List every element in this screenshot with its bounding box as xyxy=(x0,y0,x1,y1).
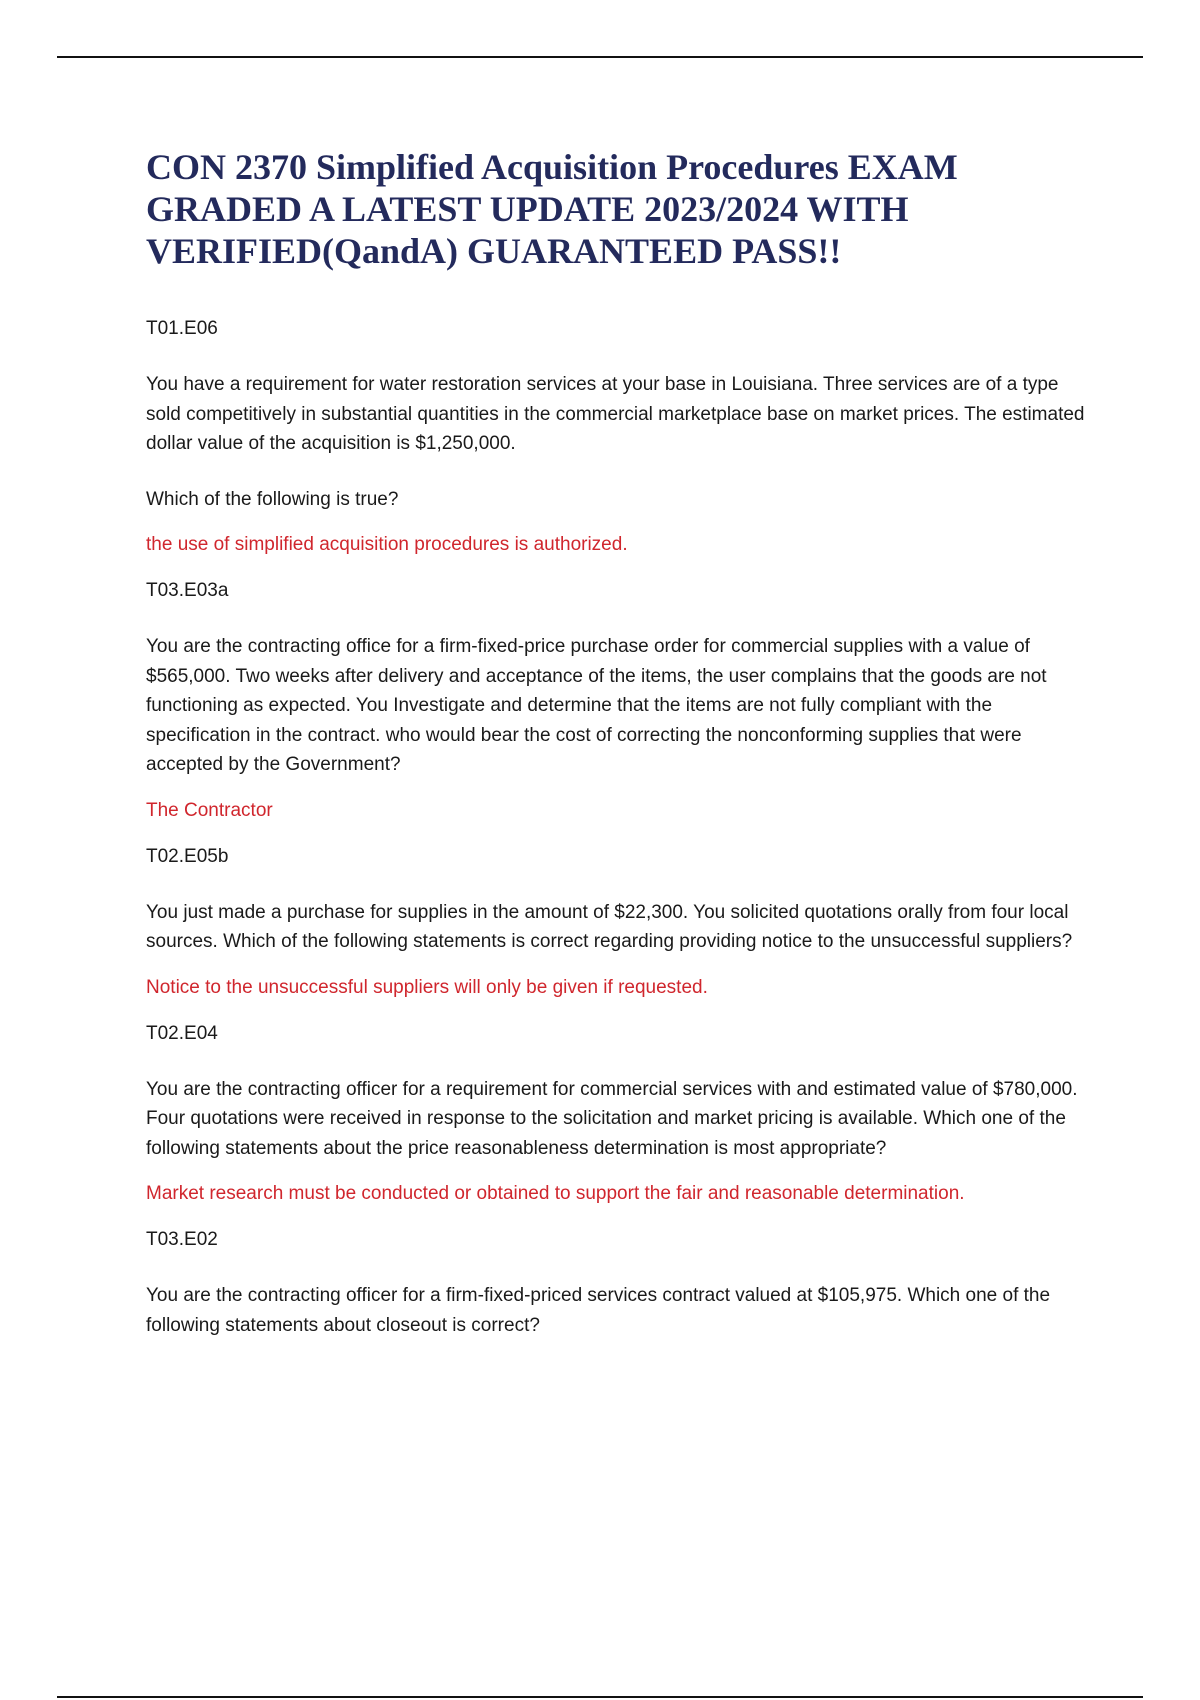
question-id: T03.E03a xyxy=(146,580,229,601)
document-body xyxy=(146,146,1096,1340)
question-id: T02.E05b xyxy=(146,845,229,867)
question-id: T01.E06 xyxy=(146,318,218,339)
answer-text: the use of simplified acquisition procedures is authorized. xyxy=(146,534,628,555)
question-id: T02.E04 xyxy=(146,1022,218,1044)
top-rule xyxy=(57,56,1143,58)
answer-text: The Contractor xyxy=(146,799,273,821)
question-prompt: Which of the following is true? xyxy=(146,488,399,510)
question-text: You have a requirement for water restoration services at your base in Louisiana. Three services are of a type sold competitively in substantial quantities in the commercial marketplace base on market prices. The estimated dollar value of the acquisition is $1,250,000. xyxy=(146,374,1085,454)
qa-item xyxy=(146,576,1096,842)
qa-item xyxy=(146,842,1096,1019)
question-text: You are the contracting officer for a requirement for commercial services with and estimated value of $780,000. Four quotations were received in response to the solicitation and market pricing is available. Which one of the following statements about the price reasonableness determination is most appropriate? xyxy=(146,1078,1078,1159)
answer-text: Market research must be conducted or obtained to support the fair and reasonable determination. xyxy=(146,1183,965,1204)
bottom-rule xyxy=(57,1696,1143,1698)
question-id: T03.E02 xyxy=(146,1229,218,1250)
question-text: You are the contracting officer for a firm-fixed-priced services contract valued at $105,975. Which one of the following statements about closeout is correct? xyxy=(146,1285,1051,1336)
qa-item xyxy=(146,1225,1096,1340)
question-text: You just made a purchase for supplies in the amount of $22,300. You solicited quotations orally from four local sources. Which of the following statements is correct regarding providing notice to the unsuccessful suppliers? xyxy=(146,901,1073,952)
qa-item xyxy=(146,1019,1096,1226)
answer-text: Notice to the unsuccessful suppliers will only be given if requested. xyxy=(146,976,708,998)
qa-item xyxy=(146,314,1096,576)
document-title: CON 2370 Simplified Acquisition Procedures EXAM GRADED A LATEST UPDATE 2023/2024 WITH VERIFIED(QandA) GUARANTEED PASS!! xyxy=(146,147,958,271)
question-text: You are the contracting office for a firm-fixed-price purchase order for commercial supplies with a value of $565,000. Two weeks after delivery and acceptance of the items, the user complains that the goods are not functioning as expected. You Investigate and determine that the items are not fully compliant with the specification in the contract. who would bear the cost of correcting the nonconforming supplies that were accepted by the Government? xyxy=(146,636,1047,775)
